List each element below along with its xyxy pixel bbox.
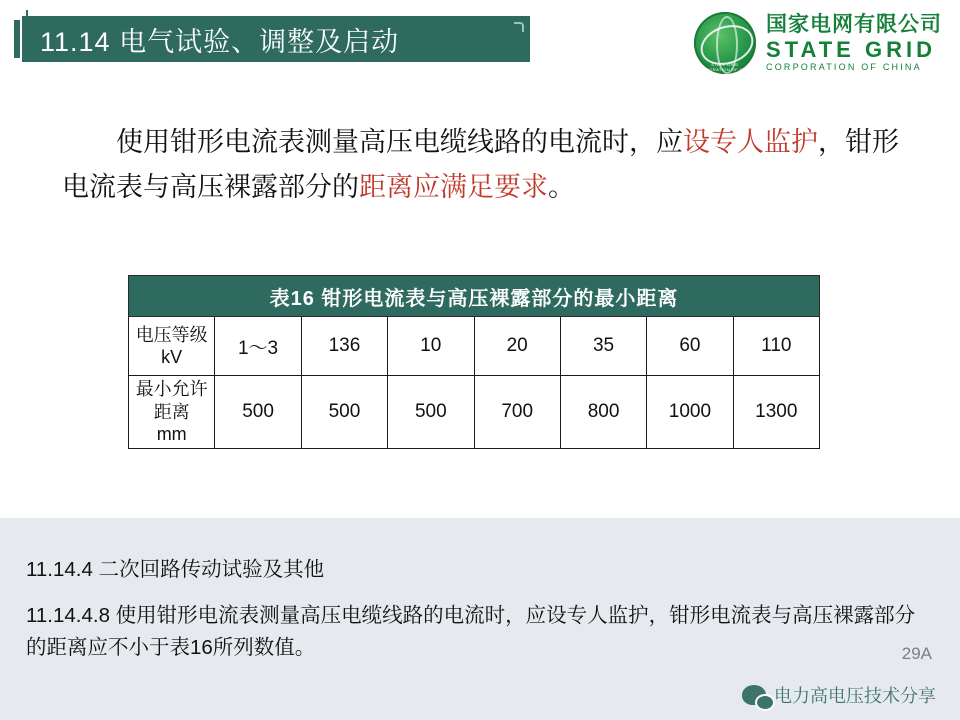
table-cell: 1000 (647, 376, 733, 449)
table-caption-row (129, 276, 820, 317)
row-header-voltage (129, 317, 215, 376)
table-cell: 10 (388, 317, 474, 376)
row-header-distance-label: 最小允许距离 (135, 379, 208, 422)
lead-text-part-3: 。 (548, 171, 575, 202)
logo-company-en: STATE GRID (766, 36, 936, 62)
clause-heading: 11.14.4 二次回路传动试验及其他 (26, 558, 325, 581)
logo-company-en-sub: CORPORATION OF CHINA (766, 61, 922, 72)
slide-header (0, 0, 960, 88)
row-header-voltage-unit: kV (161, 347, 183, 367)
row-header-distance-unit: mm (156, 424, 187, 444)
page-title: 11.14 电气试验、调整及启动 (40, 26, 400, 57)
watermark-text: 电力高电压技术分享 (774, 686, 936, 706)
lead-text-part-1: 使用钳形电流表测量高压电缆线路的电流时，应 (116, 127, 683, 157)
wechat-icon (742, 685, 766, 705)
table-cell: 800 (560, 376, 646, 449)
table-cell: 110 (733, 317, 819, 376)
table-caption: 表16 钳形电流表与高压裸露部分的最小距离 (129, 276, 820, 317)
lead-highlight-1: 设专人监护 (683, 127, 818, 157)
state-grid-logo (694, 12, 942, 74)
row-header-distance (129, 376, 215, 449)
logo-ring-text: STATE GRID CORPORATION OF CHINA (696, 62, 754, 72)
table-cell: 1～3 (215, 317, 301, 376)
table-cell: 60 (647, 317, 733, 376)
table-cell: 700 (474, 376, 560, 449)
lead-highlight-2: 距离应满足要求 (359, 171, 548, 202)
table-16-container (128, 275, 820, 449)
table-cell: 500 (215, 376, 301, 449)
logo-text-block (766, 14, 942, 73)
page-number: 29A (901, 644, 932, 663)
lead-text-part-2: ，钳形电流表与高压裸露部分的 (62, 127, 899, 202)
table-cell: 136 (301, 317, 387, 376)
min-distance-table (128, 275, 820, 449)
logo-company-cn: 国家电网有限公司 (766, 12, 942, 36)
lead-paragraph (62, 120, 902, 209)
table-row (129, 376, 820, 449)
table-cell: 1300 (733, 376, 819, 449)
title-corner-decoration (514, 22, 524, 32)
clause-body: 11.14.4.8 使用钳形电流表测量高压电缆线路的电流时，应设专人监护，钳形电流表与高压裸露部分的距离应不小于表16所列数值。 (26, 603, 916, 659)
table-cell: 500 (301, 376, 387, 449)
section-title-bar (22, 16, 530, 62)
clause-note-panel (0, 518, 960, 720)
state-grid-globe-icon (694, 12, 756, 74)
table-cell: 35 (560, 317, 646, 376)
table-row (129, 317, 820, 376)
watermark (742, 682, 936, 708)
row-header-voltage-label: 电压等级 (135, 324, 208, 345)
table-cell: 500 (388, 376, 474, 449)
table-cell: 20 (474, 317, 560, 376)
title-accent-bar (14, 20, 20, 58)
